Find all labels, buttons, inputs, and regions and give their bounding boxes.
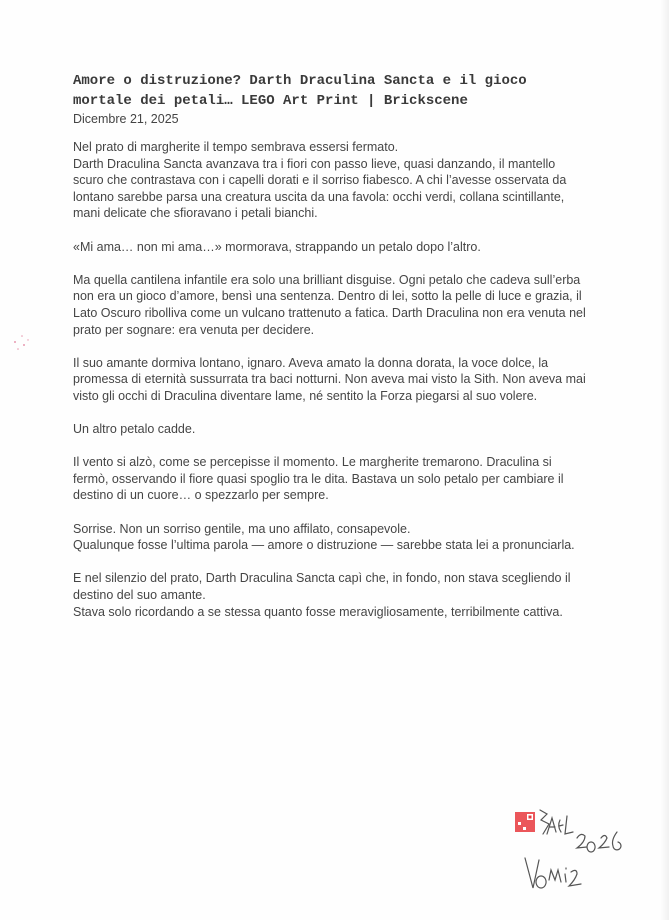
paragraph-line: scuro che contrastava con i capelli dorati e il sorriso fiabesco. A chi l’avesse osservata da — [73, 173, 567, 188]
paragraph-line: Ma quella cantilena infantile era solo una brilliant disguise. Ogni petalo che cadeva sull’erba — [73, 272, 581, 287]
paragraph — [73, 421, 586, 438]
paragraph-line: destino di un cuore… o spezzarlo per sempre. — [73, 488, 329, 503]
paragraph-line: E nel silenzio del prato, Darth Draculina Sancta capì che, in fondo, non stava scegliendo il — [73, 571, 571, 586]
paragraph-line: fermò, osservando il fiore quasi spoglio tra le dita. Bastava un solo petalo per cambiare il — [73, 471, 564, 486]
paragraph-line: promessa di eternità sussurrata tra baci notturni. Non aveva mai visto la Sith. Non aveva mai — [73, 372, 586, 387]
paragraph-line: non era un gioco d’amore, bensì una sentenza. Dentro di lei, sotto la pelle di luce e grazia, il — [73, 289, 582, 304]
paragraph-line: Il suo amante dormiva lontano, ignaro. Aveva amato la donna dorata, la voce dolce, la — [73, 355, 549, 370]
paragraph — [73, 355, 586, 405]
article-title — [73, 71, 527, 111]
paragraph-line: lontano sarebbe parsa una creatura uscita da una favola: occhi verdi, collana scintillante, — [73, 189, 565, 204]
paragraph-line: Darth Draculina Sancta avanzava tra i fiori con passo lieve, quasi danzando, il mantello — [73, 156, 556, 171]
paragraph — [73, 139, 586, 222]
paragraph-line: Nel prato di margherite il tempo sembrava essersi fermato. — [73, 140, 399, 154]
paragraph — [73, 521, 586, 554]
paragraph — [73, 239, 586, 256]
paragraph-line: Lato Oscuro ribolliva come un vulcano trattenuto a fatica. Darth Draculina non era venuta nel — [73, 305, 586, 320]
paragraph-line: mani delicate che sfioravano i petali bianchi. — [73, 206, 318, 221]
paragraph-line: Sorrise. Non un sorriso gentile, ma uno affilato, consapevole. — [73, 521, 411, 536]
paragraph-line: destino del suo amante. — [73, 588, 206, 603]
title-line: mortale dei petali… LEGO Art Print | Brickscene — [73, 93, 468, 109]
paragraph — [73, 570, 586, 620]
paragraph-line: Un altro petalo cadde. — [73, 422, 196, 437]
paragraph — [73, 454, 586, 504]
paragraph-line: visto gli occhi di Draculina diventare lame, né sentito la Forza piegarsi al suo volere. — [73, 388, 538, 403]
paragraph-line: prato per sognare: era venuta per decidere. — [73, 322, 315, 337]
paragraph-line: Qualunque fosse l’ultima parola — amore o distruzione — sarebbe stata lei a pronunciarla. — [73, 538, 575, 553]
signature-stamp — [505, 800, 645, 900]
paragraph-line: Il vento si alzò, come se percepisse il momento. Le margherite tremarono. Draculina si — [73, 455, 552, 470]
title-line: Amore o distruzione? Darth Draculina Sancta e il gioco — [73, 73, 527, 89]
page-edge-shadow — [661, 0, 669, 920]
paragraph-line: «Mi ama… non mi ama…» mormorava, strappando un petalo dopo l’altro. — [73, 239, 481, 254]
article-body — [73, 139, 586, 637]
red-qr-stamp-icon — [515, 812, 535, 832]
paragraph — [73, 272, 586, 338]
paragraph-line: Stava solo ricordando a se stessa quanto fosse meravigliosamente, terribilmente cattiva. — [73, 604, 563, 619]
article-date: Dicembre 21, 2025 — [73, 112, 179, 126]
pink-speck-mark — [10, 330, 34, 354]
handwritten-signature — [525, 810, 621, 888]
